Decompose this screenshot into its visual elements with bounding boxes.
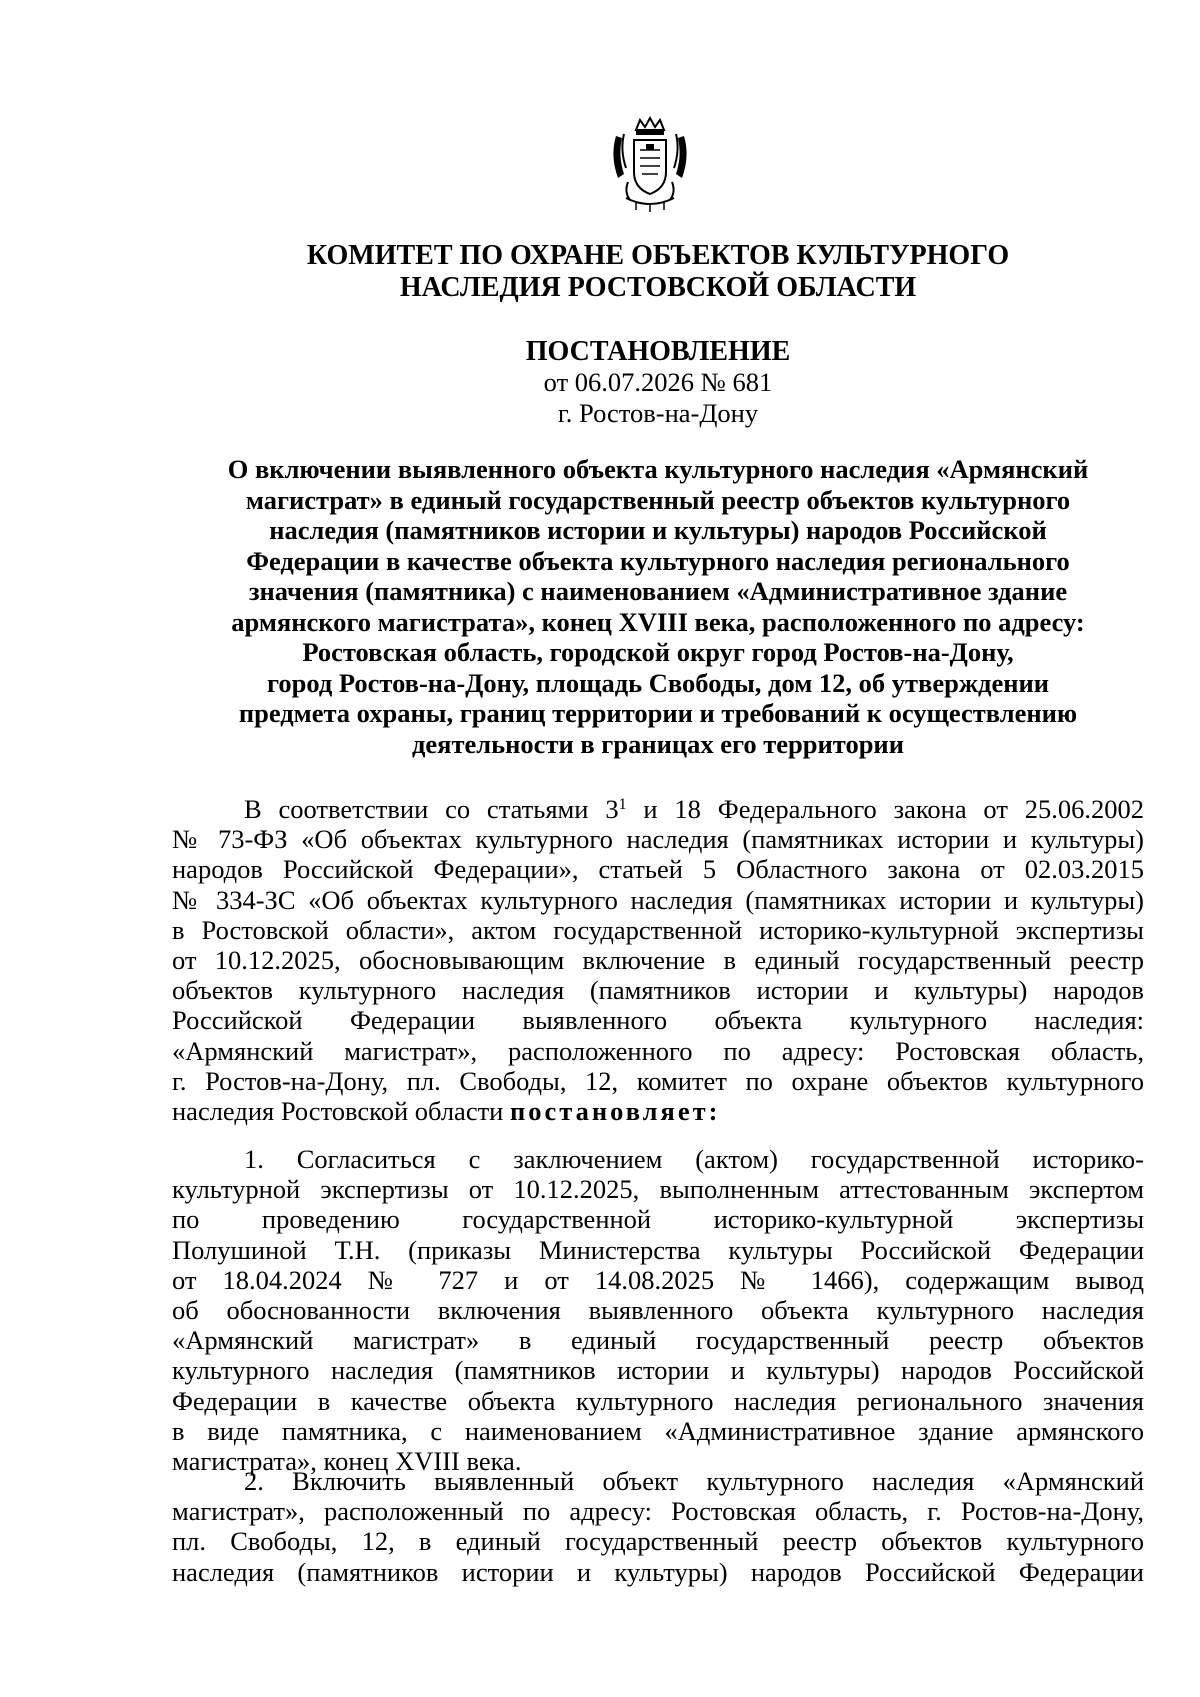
paragraph-line: «Армянский магистрат» в единый государственный реестр объектов bbox=[172, 1325, 1144, 1356]
paragraph-line: культурной экспертизы от 10.12.2025, выполненным аттестованным экспертом bbox=[172, 1174, 1144, 1205]
paragraph-line: Федерации в качестве объекта культурного наследия регионального значения bbox=[172, 1385, 1144, 1416]
preamble-paragraph bbox=[172, 794, 1144, 1126]
organization-title bbox=[172, 240, 1144, 304]
paragraph-line: Российской Федерации выявленного объекта культурного наследия: bbox=[172, 1005, 1144, 1036]
paragraph-line bbox=[172, 794, 1144, 824]
paragraph-line: г. Ростов-на-Дону, пл. Свободы, 12, комитет по охране объектов культурного bbox=[172, 1065, 1144, 1096]
heading-line: О включении выявленного объекта культурного наследия «Армянский bbox=[227, 454, 1089, 484]
heading-line: Федерации в качестве объекта культурного наследия регионального bbox=[246, 545, 1070, 576]
paragraph-line: 2. Включить выявленный объект культурного наследия «Армянский bbox=[244, 1466, 1144, 1496]
paragraph-line: № 334-ЗС «Об объектах культурного наследия (памятниках истории и культуры) bbox=[172, 884, 1144, 915]
document-city: г. Ростов-на-Дону bbox=[557, 398, 759, 428]
paragraph-line: наследия (памятников истории и культуры) народов Российской Федерации bbox=[172, 1556, 1144, 1587]
paragraph-line: от 18.04.2024 № 727 и от 14.08.2025 № 1466), содержащим вывод bbox=[172, 1264, 1144, 1295]
superscript: 1 bbox=[618, 796, 627, 813]
organization-title-line: НАСЛЕДИЯ РОСТОВСКОЙ ОБЛАСТИ bbox=[399, 272, 917, 303]
organization-title-line: КОМИТЕТ ПО ОХРАНЕ ОБЪЕКТОВ КУЛЬТУРНОГО bbox=[306, 240, 1010, 271]
heading-line: значения (памятника) с наименованием «Административное здание bbox=[248, 576, 1068, 606]
paragraph-line: магистрат», расположенный по адресу: Ростовская область, г. Ростов-на-Дону, bbox=[172, 1496, 1144, 1527]
paragraph-line: магистрата», конец XVIII века. bbox=[172, 1445, 522, 1476]
heading-line: Ростовская область, городской округ город Ростов-на-Дону, bbox=[302, 637, 1014, 667]
paragraph-line: пл. Свободы, 12, в единый государственный реестр объектов культурного bbox=[172, 1526, 1144, 1557]
paragraph-line: культурного наследия (памятников истории и культуры) народов Российской bbox=[172, 1355, 1144, 1386]
heading-line: деятельности в границах его территории bbox=[412, 728, 904, 759]
heading-line: магистрат» в единый государственный реестр объектов культурного bbox=[245, 484, 1071, 515]
preamble-text: и 18 Федерального закона от 25.06.2002 bbox=[626, 794, 1144, 824]
paragraph-line: № 73-ФЗ «Об объектах культурного наследия (памятниках истории и культуры) bbox=[172, 824, 1144, 855]
heading-line: город Ростов-на-Дону, площадь Свободы, дом 12, об утверждении bbox=[266, 667, 1050, 698]
preamble-text: наследия Ростовской области bbox=[172, 1095, 510, 1126]
paragraph-line: объектов культурного наследия (памятников истории и культуры) народов bbox=[172, 975, 1144, 1006]
heading-line: предмета охраны, границ территории и требований к осуществлению bbox=[238, 698, 1078, 728]
document-heading bbox=[172, 454, 1144, 759]
preamble-text: В соответствии со статьями 3 bbox=[244, 794, 619, 824]
paragraph-line: 1. Согласиться с заключением (актом) государственной историко- bbox=[244, 1144, 1144, 1174]
item-2-paragraph bbox=[172, 1466, 1144, 1587]
paragraph-line: от 10.12.2025, обосновывающим включение в единый государственный реестр bbox=[172, 944, 1144, 975]
coat-of-arms-icon bbox=[606, 116, 694, 214]
paragraph-line bbox=[172, 1096, 1144, 1126]
paragraph-line: в виде памятника, с наименованием «Административное здание армянского bbox=[172, 1415, 1144, 1446]
heading-line: армянского магистрата», конец XVIII века, расположенного по адресу: bbox=[231, 606, 1085, 637]
document-date-number: от 06.07.2026 № 681 bbox=[543, 367, 773, 397]
paragraph-line: «Армянский магистрат», расположенного по адресу: Ростовская область, bbox=[172, 1035, 1144, 1066]
paragraph-line: народов Российской Федерации», статьей 5 Областного закона от 02.03.2015 bbox=[172, 854, 1144, 885]
decree-word: постановляет: bbox=[509, 1095, 721, 1126]
paragraph-line: Полушиной Т.Н. (приказы Министерства культуры Российской Федерации bbox=[172, 1234, 1144, 1265]
paragraph-line: в Ростовской области», актом государственной историко-культурной экспертизы bbox=[172, 914, 1144, 945]
item-1-paragraph bbox=[172, 1144, 1144, 1476]
heading-line: наследия (памятников истории и культуры) народов Российской bbox=[269, 515, 1047, 545]
document-type: ПОСТАНОВЛЕНИЕ bbox=[525, 336, 791, 367]
paragraph-line: об обоснованности включения выявленного объекта культурного наследия bbox=[172, 1294, 1144, 1325]
paragraph-line: по проведению государственной историко-культурной экспертизы bbox=[172, 1204, 1144, 1235]
